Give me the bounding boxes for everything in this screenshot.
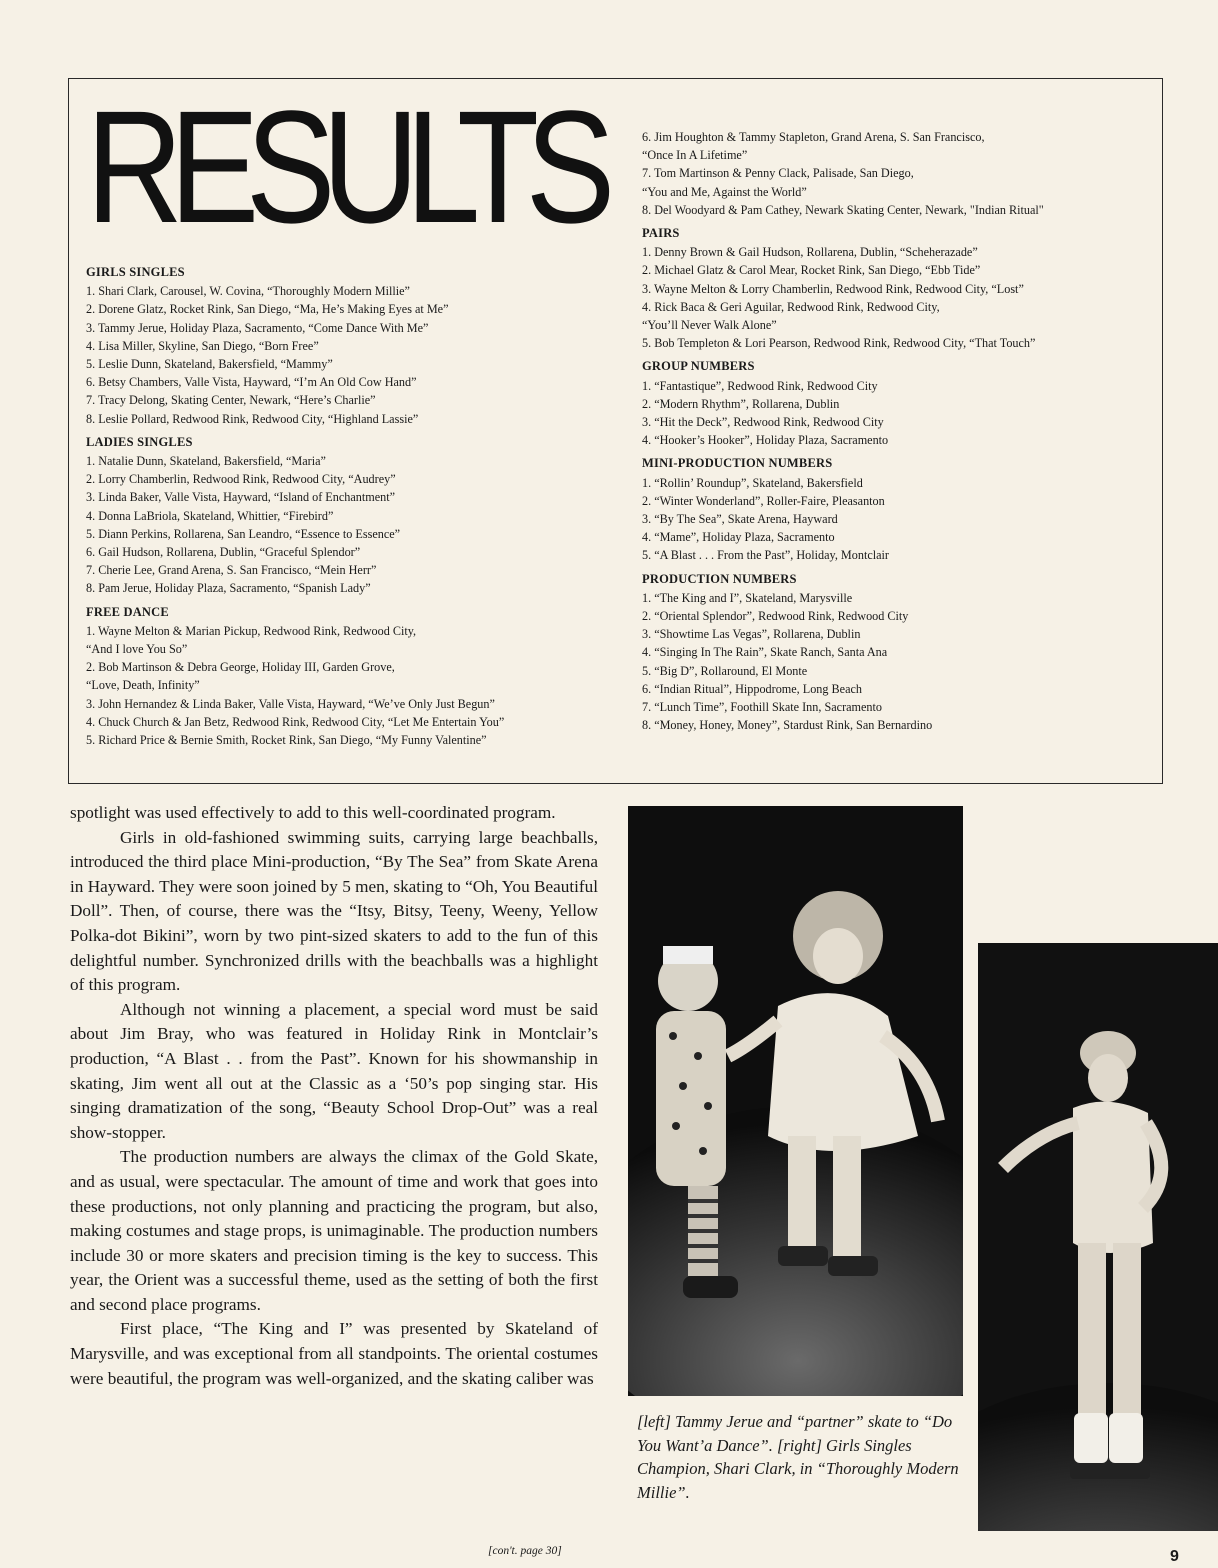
results-list	[86, 622, 626, 749]
result-item: 3. John Hernandez & Linda Baker, Valle Vista, Hayward, “We’ve Only Just Begun”	[86, 696, 495, 711]
result-item: 4. “Singing In The Rain”, Skate Ranch, Santa Ana	[642, 645, 888, 660]
results-section-pairs	[642, 224, 1157, 352]
result-item: 3. Tammy Jerue, Holiday Plaza, Sacramento, “Come Dance With Me”	[86, 320, 429, 335]
results-list	[642, 377, 1157, 450]
result-item: 3. Linda Baker, Valle Vista, Hayward, “Island of Enchantment”	[86, 490, 396, 505]
section-heading: LADIES SINGLES	[86, 434, 193, 449]
results-title: RESULTS	[86, 77, 602, 256]
results-list	[642, 128, 1157, 219]
photo-caption: [left] Tammy Jerue and “partner” skate to “Do You Want’a Dance”. [right] Girls Singles Champion, Shari Clark, in “Thoroughly Modern Millie”.	[637, 1412, 959, 1502]
result-item: 3. “Hit the Deck”, Redwood Rink, Redwood City	[642, 415, 884, 430]
section-heading: PRODUCTION NUMBERS	[642, 571, 797, 586]
result-item: 3. “Showtime Las Vegas”, Rollarena, Dublin	[642, 627, 861, 642]
result-item: 4. Donna LaBriola, Skateland, Whittier, “Firebird”	[86, 508, 334, 523]
continued-note: [con't. page 30]	[488, 1545, 562, 1557]
result-item: 8. Pam Jerue, Holiday Plaza, Sacramento, “Spanish Lady”	[86, 581, 371, 596]
results-left-column	[86, 258, 626, 753]
result-item: 6. Gail Hudson, Rollarena, Dublin, “Graceful Splendor”	[86, 545, 361, 560]
article-paragraph: Although not winning a placement, a special word must be said about Jim Bray, who was featured in Holiday Rink in Montclair’s production, “A Blast . . from the Past”. Known for his showmanship in skating, Jim went all out at the Classic as a ‘50’s pop singing star. His singing dramatization of the song, “Beauty School Drop-Out” was a real show-stopper.	[70, 999, 598, 1142]
article-paragraph: The production numbers are always the climax of the Gold Skate, and as usual, were spectacular. The amount of time and work that goes into these productions, not only planning and practicing the program, but also, making costumes and stage props, is unimaginable. The production numbers include 30 or more skaters and precision timing is the key to success. This year, the Orient was a successful theme, used as the setting of both the first and second place programs.	[70, 1147, 598, 1314]
result-item: 7. Cherie Lee, Grand Arena, S. San Francisco, “Mein Herr”	[86, 563, 377, 578]
article-body	[70, 801, 598, 1391]
results-list	[642, 589, 1157, 735]
result-item: 8. “Money, Honey, Money”, Stardust Rink, San Bernardino	[642, 718, 933, 733]
results-section-free-dance	[86, 603, 626, 750]
results-section-production-numbers	[642, 570, 1157, 735]
result-item: 1. “The King and I”, Skateland, Marysville	[642, 590, 853, 605]
result-item: 7. Tracy Delong, Skating Center, Newark, “Here’s Charlie”	[86, 393, 376, 408]
results-right-column	[642, 128, 1157, 739]
results-list	[86, 282, 626, 428]
article-paragraph: First place, “The King and I” was presented by Skateland of Marysville, and was exceptional from all standpoints. The oriental costumes were beautiful, the program was well-organized, and the skating caliber was	[70, 1319, 598, 1388]
result-item: 4. “Mame”, Holiday Plaza, Sacramento	[642, 530, 835, 545]
result-item: 3. Wayne Melton & Lorry Chamberlin, Redwood Rink, Redwood City, “Lost”	[642, 281, 1024, 296]
section-heading: FREE DANCE	[86, 604, 169, 619]
article-paragraph: Girls in old-fashioned swimming suits, carrying large beachballs, introduced the third place Mini-production, “By The Sea” from Skate Arena in Hayward. They were soon joined by 5 men, skating to “Oh, You Beautiful Doll”. Then, of course, there was the “Itsy, Bitsy, Teeny, Weeny, Yellow Polka-dot Bikini”, worn by two pint-sized skaters to add to the fun of this delightful number. Synchronized drills with the beachballs was a highlight of this program.	[70, 827, 598, 995]
photo-shari-clark	[978, 943, 1218, 1531]
result-item: 2. Dorene Glatz, Rocket Rink, San Diego, “Ma, He’s Making Eyes at Me”	[86, 302, 449, 317]
results-section-mini-production	[642, 454, 1157, 564]
result-item: 4. Chuck Church & Jan Betz, Redwood Rink, Redwood City, “Let Me Entertain You”	[86, 714, 505, 729]
result-item: 5. Leslie Dunn, Skateland, Bakersfield, “Mammy”	[86, 357, 333, 372]
page-number: 9	[1170, 1548, 1179, 1565]
results-list	[642, 243, 1157, 352]
result-item: 4. “Hooker’s Hooker”, Holiday Plaza, Sacramento	[642, 433, 889, 448]
result-item: 6. “Indian Ritual”, Hippodrome, Long Beach	[642, 681, 862, 696]
result-item: 1. Natalie Dunn, Skateland, Bakersfield, “Maria”	[86, 454, 326, 469]
result-item: 6. Betsy Chambers, Valle Vista, Hayward, “I’m An Old Cow Hand”	[86, 375, 417, 390]
photo-ragdoll-skaters	[628, 806, 963, 1396]
result-item: 2. “Modern Rhythm”, Rollarena, Dublin	[642, 396, 840, 411]
result-item: 2. Michael Glatz & Carol Mear, Rocket Rink, San Diego, “Ebb Tide”	[642, 263, 981, 278]
article-paragraph: spotlight was used effectively to add to this well-coordinated program.	[70, 803, 556, 822]
results-section-group-numbers	[642, 357, 1157, 449]
result-item: 8. Leslie Pollard, Redwood Rink, Redwood City, “Highland Lassie”	[86, 411, 419, 426]
result-item: 5. “Big D”, Rollaround, El Monte	[642, 663, 808, 678]
result-item: 1. Denny Brown & Gail Hudson, Rollarena, Dublin, “Scheherazade”	[642, 245, 978, 260]
result-item: 3. “By The Sea”, Skate Arena, Hayward	[642, 512, 838, 527]
result-item: 8. Del Woodyard & Pam Cathey, Newark Skating Center, Newark, "Indian Ritual"	[642, 202, 1044, 217]
section-heading: MINI-PRODUCTION NUMBERS	[642, 456, 833, 471]
result-item: 7. “Lunch Time”, Foothill Skate Inn, Sacramento	[642, 700, 882, 715]
result-item: 4. Lisa Miller, Skyline, San Diego, “Born Free”	[86, 338, 319, 353]
section-heading: PAIRS	[642, 226, 680, 241]
section-heading: GIRLS SINGLES	[86, 265, 185, 279]
results-list	[86, 452, 626, 598]
result-item: 2. Lorry Chamberlin, Redwood Rink, Redwood City, “Audrey”	[86, 472, 396, 487]
results-section-girls-singles	[86, 263, 626, 428]
result-item: 1. Shari Clark, Carousel, W. Covina, “Thoroughly Modern Millie”	[86, 284, 410, 299]
section-heading: GROUP NUMBERS	[642, 359, 755, 374]
results-section-ladies-singles	[86, 433, 626, 598]
result-item: 5. Richard Price & Bernie Smith, Rocket Rink, San Diego, “My Funny Valentine”	[86, 733, 487, 748]
result-item: 7. Tom Martinson & Penny Clack, Palisade, San Diego, “You and Me, Against the World”	[642, 166, 914, 199]
result-item: 1. Wayne Melton & Marian Pickup, Redwood Rink, Redwood City, “And I love You So”	[86, 623, 417, 657]
result-item: 2. “Oriental Splendor”, Redwood Rink, Redwood City	[642, 609, 909, 624]
result-item: 2. Bob Martinson & Debra George, Holiday III, Garden Grove, “Love, Death, Infinity”	[86, 660, 395, 693]
result-item: 6. Jim Houghton & Tammy Stapleton, Grand Arena, S. San Francisco, “Once In A Lifetime”	[642, 130, 985, 163]
result-item: 5. “A Blast . . . From the Past”, Holiday, Montclair	[642, 548, 889, 563]
result-item: 1. “Rollin’ Roundup”, Skateland, Bakersfield	[642, 475, 863, 490]
results-list	[642, 474, 1157, 565]
result-item: 5. Diann Perkins, Rollarena, San Leandro, “Essence to Essence”	[86, 526, 401, 541]
result-item: 2. “Winter Wonderland”, Roller-Faire, Pleasanton	[642, 493, 885, 508]
result-item: 5. Bob Templeton & Lori Pearson, Redwood Rink, Redwood City, “That Touch”	[642, 336, 1036, 351]
results-section-free-dance-continued	[642, 128, 1157, 219]
result-item: 1. “Fantastique”, Redwood Rink, Redwood City	[642, 378, 878, 393]
result-item: 4. Rick Baca & Geri Aguilar, Redwood Rink, Redwood City, “You’ll Never Walk Alone”	[642, 299, 940, 333]
